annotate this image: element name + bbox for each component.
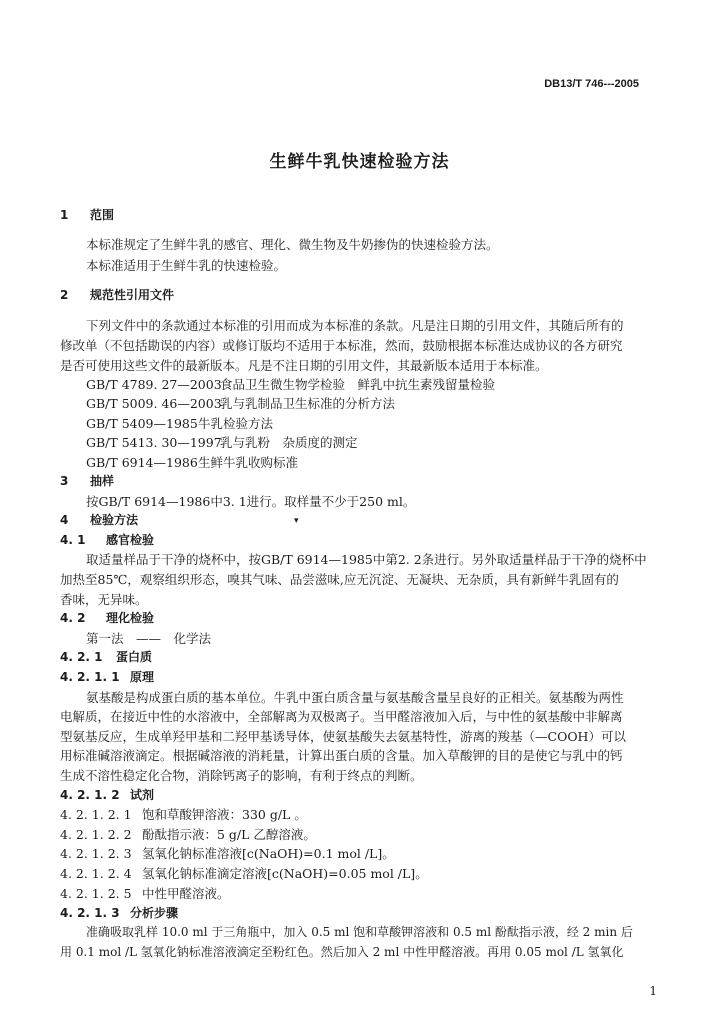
section-4-1-text-line: 取适量样品于干净的烧杯中，按GB/T 6914—1985中第2. 2条进行。另外取适量样品于干净的烧杯中 [86, 552, 647, 567]
reference-item [86, 416, 273, 431]
section-2-text-line: 修改单（不包括勘误的内容）或修订版均不适用于本标准，然而，鼓励根据本标准达成协议的各方研究 [60, 338, 623, 353]
section-4-heading: 4 检验方法 [60, 513, 139, 527]
section-1-paragraph-2: 本标准适用于生鲜牛乳的快速检验。 [86, 258, 287, 273]
reference-item [86, 455, 298, 470]
reagent-text: 氢氧化钠标准滴定溶液[c(NaOH)=0.05 mol /L]。 [142, 866, 428, 881]
principle-text-line: 氨基酸是构成蛋白质的基本单位。牛乳中蛋白质含量与氨基酸含量呈良好的正相关。氨基酸为两性 [86, 690, 624, 705]
reagent-text: 中性甲醛溶液。 [142, 886, 230, 901]
section-4-2-1-3-heading: 4. 2. 1. 3 分析步骤 [60, 906, 179, 920]
reagent-number: 4. 2. 1. 2. 5 [60, 886, 132, 901]
reference-item [86, 435, 358, 450]
reference-code: GB/T 5009. 46—2003 [86, 396, 222, 411]
principle-text-line: 电解质，在接近中性的水溶液中，全部解离为双极离子。当甲醛溶液加入后，与中性的氨基酸中非解离 [60, 709, 623, 724]
reagent-item [60, 846, 395, 861]
section-2-text-line: 下列文件中的条款通过本标准的引用而成为本标准的条款。凡是注日期的引用文件，其随后所有的 [86, 318, 624, 333]
procedure-text-line: 用 0.1 mol /L 氢氧化钠标准溶液滴定至粉红色。然后加入 2 ml 中性甲醛溶液。再用 0.05 mol /L 氢氧化 [60, 945, 624, 959]
section-2-text-line: 是否可使用这些文件的最新版本。凡是不注日期的引用文件，其最新版本适用于本标准。 [60, 358, 548, 373]
reference-code: GB/T 6914—1986 [86, 455, 198, 470]
reagent-item [60, 886, 230, 901]
section-4-2-1-heading: 4. 2. 1 蛋白质 [60, 650, 153, 664]
reagent-number: 4. 2. 1. 2. 3 [60, 846, 132, 861]
reagent-text: 氢氧化钠标准溶液[c(NaOH)=0.1 mol /L]。 [142, 846, 395, 861]
section-4-2-heading: 4. 2 理化检验 [60, 611, 155, 625]
section-4-2-1-2-heading: 4. 2. 1. 2 试剂 [60, 788, 155, 802]
section-2-heading: 2 规范性引用文件 [60, 288, 175, 302]
reagent-item [60, 827, 316, 842]
reagent-item [60, 807, 307, 822]
reagent-number: 4. 2. 1. 2. 2 [60, 827, 132, 842]
reagent-item [60, 866, 428, 881]
procedure-text-line: 准确吸取乳样 10.0 ml 于三角瓶中，加入 0.5 ml 饱和草酸钾溶液和 0.5 ml 酚酞指示液，经 2 min 后 [86, 925, 633, 939]
reagent-text: 饱和草酸钾溶液：330 g/L 。 [142, 807, 307, 822]
section-3-paragraph: 按GB/T 6914—1986中3. 1进行。取样量不少于250 ml。 [86, 494, 416, 509]
principle-text-line: 生成不溶性稳定化合物，消除钙离子的影响，有利于终点的判断。 [60, 768, 423, 783]
principle-text-line: 型氨基反应，生成单羟甲基和二羟甲基诱导体，使氨基酸失去氨基特性，游离的羧基（—COOH）可以 [60, 729, 626, 744]
reference-code: GB/T 5409—1985 [86, 416, 198, 431]
reagent-number: 4. 2. 1. 2. 4 [60, 866, 132, 881]
section-1-paragraph-1: 本标准规定了生鲜牛乳的感官、理化、微生物及牛奶掺伪的快速检验方法。 [86, 237, 499, 252]
reference-name: 乳与乳制品卫生标准的分析方法 [220, 396, 396, 411]
section-3-heading: 3 抽样 [60, 474, 115, 488]
reference-item [86, 396, 395, 411]
reference-code: GB/T 4789. 27—2003 [86, 377, 222, 392]
reference-name: 乳与乳粉 杂质度的测定 [220, 435, 358, 450]
reagent-text: 酚酞指示液：5 g/L 乙醇溶液。 [142, 827, 316, 842]
reference-name: 食品卫生微生物学检验 鲜乳中抗生素残留量检验 [220, 377, 496, 392]
reference-item [86, 377, 495, 392]
reagent-number: 4. 2. 1. 2. 1 [60, 807, 132, 822]
section-4-1-heading: 4. 1 感官检验 [60, 533, 155, 547]
section-4-1-text-line: 香味，无异味。 [60, 592, 148, 607]
section-4-2-1-1-heading: 4. 2. 1. 1 原理 [60, 670, 155, 684]
section-4-1-text-line: 加热至85℃，观察组织形态，嗅其气味、品尝滋味,应无沉淀、无凝块、无杂质，具有新鲜牛乳固有的 [60, 572, 619, 587]
principle-text-line: 用标准碱溶液滴定。根据碱溶液的消耗量，计算出蛋白质的含量。加入草酸钾的目的是使它与乳中的钙 [60, 748, 623, 763]
section-1-heading: 1 范围 [60, 208, 115, 222]
stray-mark: ▾ [294, 516, 299, 526]
reference-name: 牛乳检验方法 [198, 416, 274, 431]
standard-code: DB13/T 746---2005 [544, 78, 639, 90]
reference-name: 生鲜牛乳收购标准 [198, 455, 299, 470]
reference-code: GB/T 5413. 30—1997 [86, 435, 222, 450]
document-title: 生鲜牛乳快速检验方法 [269, 152, 450, 172]
method-label: 第一法 —— 化学法 [86, 631, 212, 646]
page-number: 1 [649, 984, 657, 998]
